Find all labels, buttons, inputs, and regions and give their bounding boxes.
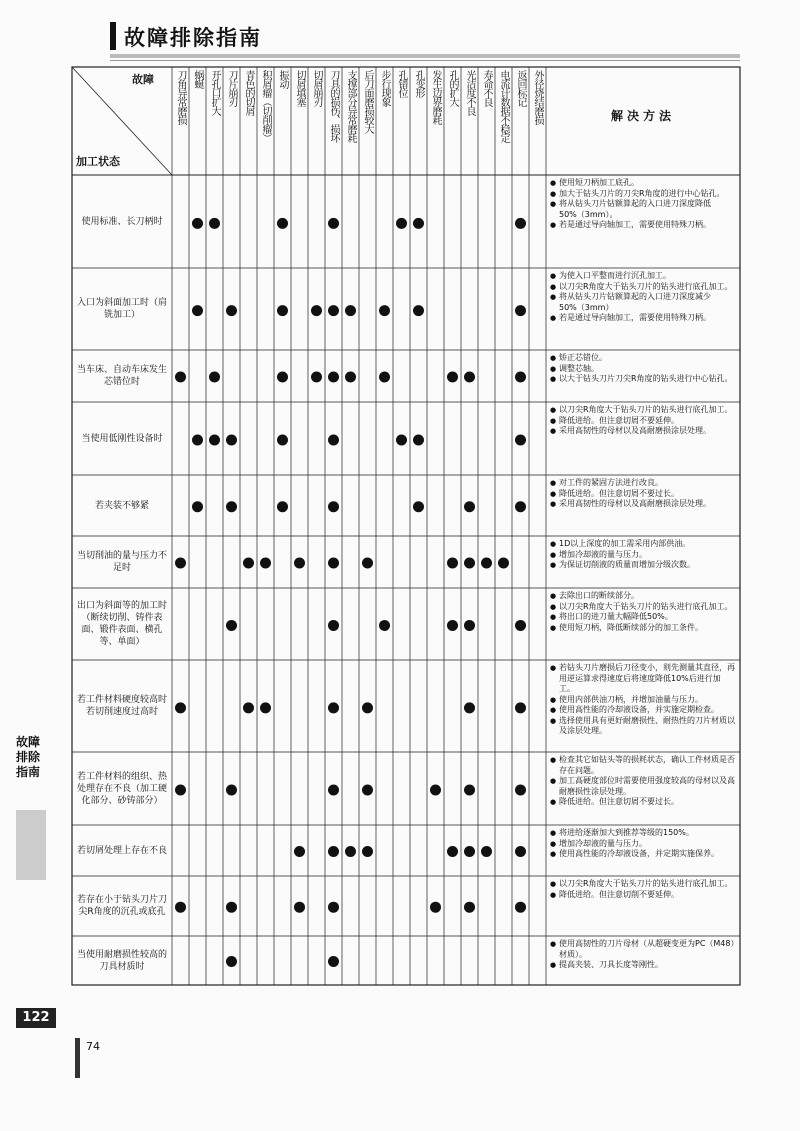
mark-dot	[328, 372, 339, 383]
row-solutions	[550, 663, 736, 751]
header-solution-label: 解决方法	[610, 109, 675, 123]
fault-column-header: 切屑填塞	[294, 70, 305, 106]
mark-dot	[447, 372, 458, 383]
fault-column-header: 寿命不良	[481, 70, 492, 106]
fault-column-header: 青色的切屑	[243, 70, 254, 115]
page-footer-number: 74	[86, 1040, 100, 1053]
mark-dot	[311, 372, 322, 383]
fault-column-header: 返回标记	[515, 70, 526, 106]
mark-dot	[226, 434, 237, 445]
row-state-label: 若工件材料的组织、热处理存在不良（加工硬化部分、砂铸部分）	[76, 771, 167, 806]
mark-dot	[362, 846, 373, 857]
mark-dot	[277, 501, 288, 512]
mark-dot	[175, 902, 186, 913]
solution-item: ● 使用高韧性的刀片母材（从超硬变更为PC（M48）材质）。	[550, 939, 736, 960]
solution-item: ● 采用高韧性的母材以及高耐磨损涂层处理。	[550, 499, 736, 510]
row-state-label: 若工件材料硬度较高时若切削速度过高时	[76, 695, 167, 717]
mark-dot	[396, 434, 407, 445]
fault-column-header: 刀角异常磨损	[175, 70, 186, 124]
solution-item: ● 选择使用具有更好耐磨损性、耐热性的刀片材质以及涂层处理。	[550, 716, 736, 737]
mark-dot	[379, 620, 390, 631]
solution-item: ● 降低进给。但注意切屑不要过长。	[550, 797, 736, 808]
mark-dot	[175, 558, 186, 569]
solution-item: ● 调整芯轴。	[550, 364, 736, 375]
header-fault-label: 故障	[132, 73, 154, 86]
mark-dot	[464, 558, 475, 569]
mark-dot	[328, 305, 339, 316]
mark-dot	[328, 218, 339, 229]
mark-dot	[515, 434, 526, 445]
mark-dot	[226, 956, 237, 967]
solution-item: ● 检查其它如钻头等的损耗状态，确认工件材质是否存在问题。	[550, 755, 736, 776]
mark-dot	[175, 784, 186, 795]
row-solutions	[550, 939, 736, 984]
solution-item: ● 增加冷却液的量与压力。	[550, 839, 736, 850]
mark-dot	[328, 784, 339, 795]
solution-item: ● 矫正芯错位。	[550, 353, 736, 364]
mark-dot	[345, 305, 356, 316]
row-state-label: 当使用耐磨损性较高的刀具材质时	[76, 949, 167, 972]
mark-dot	[464, 846, 475, 857]
mark-dot	[277, 305, 288, 316]
mark-dot	[192, 434, 203, 445]
solution-item: ● 加工高硬度部位时需要使用强度较高的母材以及高耐磨损性涂层处理。	[550, 776, 736, 797]
solution-item: ● 降低进给。但注意切屑不要过长。	[550, 489, 736, 500]
mark-dot	[515, 305, 526, 316]
page-title: 故障排除指南	[124, 26, 262, 50]
footer-bar	[75, 1038, 80, 1078]
mark-dot	[277, 218, 288, 229]
mark-dot	[379, 305, 390, 316]
mark-dot	[277, 434, 288, 445]
mark-dot	[464, 501, 475, 512]
row-state-label: 若切屑处理上存在不良	[76, 845, 167, 856]
solution-item: ● 对工件的紧固方法进行改良。	[550, 478, 736, 489]
solution-item: ● 提高夹装、刀具长度等刚性。	[550, 960, 736, 971]
page-number-box: 122	[16, 1008, 56, 1028]
fault-column-header: 步行现象	[379, 70, 390, 106]
solution-item: ● 以大于钻头刀片刀尖R角度的钻头进行中心钻孔。	[550, 374, 736, 385]
mark-dot	[362, 784, 373, 795]
side-tab	[16, 715, 64, 890]
mark-dot	[226, 784, 237, 795]
solution-item: ● 使用高性能的冷却液设备，并定期实施保养。	[550, 849, 736, 860]
row-state-label: 使用标准、长刀柄时	[81, 216, 163, 227]
solution-item: ● 以刀尖R角度大于钻头刀片的钻头进行底孔加工。	[550, 405, 736, 416]
fault-column-header: 积屑瘤（切削瘤）	[260, 70, 271, 142]
mark-dot	[243, 702, 254, 713]
solution-item: ● 使用短刀柄，降低断续部分的加工条件。	[550, 623, 736, 634]
mark-dot	[464, 902, 475, 913]
mark-dot	[464, 702, 475, 713]
mark-dot	[226, 501, 237, 512]
solution-item: ● 以刀尖R角度大于钻头刀片的钻头进行底孔加工。	[550, 602, 736, 613]
fault-column-header: 孔错位	[396, 70, 407, 97]
mark-dot	[515, 902, 526, 913]
fault-column-header: 光洁度不良	[464, 70, 475, 115]
mark-dot	[396, 218, 407, 229]
mark-dot	[226, 305, 237, 316]
row-solutions	[550, 271, 736, 349]
mark-dot	[294, 846, 305, 857]
mark-dot	[260, 702, 271, 713]
fault-column-header: 蜗蜒	[192, 70, 203, 88]
header-state-label: 加工状态	[76, 155, 120, 168]
row-solutions	[550, 828, 736, 875]
solution-item: ● 将从钻头刀片钻额算起的入口进刀深度减少50%（3mm）	[550, 292, 736, 313]
solution-item: ● 使用高性能的冷却液设备，并实施定期检查。	[550, 705, 736, 716]
mark-dot	[515, 218, 526, 229]
mark-dot	[464, 372, 475, 383]
row-solutions	[550, 591, 736, 659]
mark-dot	[328, 501, 339, 512]
mark-dot	[260, 558, 271, 569]
row-solutions	[550, 405, 736, 474]
solution-item: ● 去除出口的断续部分。	[550, 591, 736, 602]
mark-dot	[413, 434, 424, 445]
fault-column-header: 支撑部分异常磨耗	[345, 70, 356, 142]
mark-dot	[311, 305, 322, 316]
mark-dot	[464, 784, 475, 795]
solution-item: ● 为使入口平整而进行沉孔加工。	[550, 271, 736, 282]
mark-dot	[175, 702, 186, 713]
solution-item: ● 为保证切削液的质量而增加分级次数。	[550, 560, 736, 571]
row-solutions	[550, 879, 736, 935]
mark-dot	[413, 305, 424, 316]
fault-column-header: 发生边界磨耗	[430, 70, 441, 124]
mark-dot	[345, 846, 356, 857]
mark-dot	[413, 218, 424, 229]
mark-dot	[515, 702, 526, 713]
row-state-label: 若存在小于钻头刀片刀尖R角度的沉孔或底孔	[76, 895, 167, 917]
fault-column-header: 孔的扩大	[447, 70, 458, 106]
mark-dot	[243, 558, 254, 569]
fault-column-header: 电流计数据不稳定	[498, 70, 509, 142]
solution-item: ● 使用内部供油刀柄，并增加油量与压力。	[550, 695, 736, 706]
row-state-label: 当切削油的量与压力不足时	[76, 551, 167, 573]
solution-item: ● 若钻头刀片磨损后刀径变小，则先测量其直径，再用逆运算求得速度后将速度降低10%后进行加工。	[550, 663, 736, 695]
mark-dot	[430, 902, 441, 913]
mark-dot	[328, 620, 339, 631]
solution-item: ● 使用短刀柄加工底孔。	[550, 178, 736, 189]
row-state-label: 入口为斜面加工时（肩铣加工）	[76, 298, 167, 320]
mark-dot	[328, 956, 339, 967]
solution-item: ● 若是通过导向轴加工，需要使用特殊刀柄。	[550, 220, 736, 231]
mark-dot	[379, 372, 390, 383]
mark-dot	[328, 702, 339, 713]
mark-dot	[209, 218, 220, 229]
solution-item: ● 加大于钻头刀片的刀尖R角度的进行中心钻孔。	[550, 189, 736, 200]
mark-dot	[515, 846, 526, 857]
mark-dot	[430, 784, 441, 795]
fault-column-header: 后刀面磨损较大	[362, 70, 373, 133]
fault-column-header: 切屑崩刃	[311, 70, 322, 106]
solution-item: ● 以刀尖R角度大于钻头刀片的钻头进行底孔加工。	[550, 879, 736, 890]
mark-dot	[515, 784, 526, 795]
mark-dot	[515, 501, 526, 512]
solution-item: ● 1D以上深度的加工需采用内部供油。	[550, 539, 736, 550]
solution-item: ● 以刀尖R角度大于钻头刀片的钻头进行底孔加工。	[550, 282, 736, 293]
mark-dot	[277, 372, 288, 383]
side-tab-shade	[16, 810, 46, 880]
side-tab-label: 故障排除指南	[16, 735, 41, 779]
mark-dot	[328, 558, 339, 569]
row-solutions	[550, 755, 736, 824]
mark-dot	[447, 846, 458, 857]
mark-dot	[209, 372, 220, 383]
mark-dot	[226, 620, 237, 631]
mark-dot	[481, 558, 492, 569]
fault-column-header: 刀具的损伤、损坏	[328, 70, 339, 142]
row-solutions	[550, 178, 736, 267]
mark-dot	[362, 702, 373, 713]
mark-dot	[294, 902, 305, 913]
row-state-label: 出口为斜面等的加工时（断续切削、铸件表面、锻件表面、横孔等、单面）	[76, 601, 167, 647]
solution-item: ● 降低进给。但注意切削不要延伸。	[550, 890, 736, 901]
mark-dot	[294, 558, 305, 569]
fault-column-header: 外径烧结磨损	[532, 70, 543, 124]
mark-dot	[175, 372, 186, 383]
row-state-label: 当使用低刚性设备时	[81, 433, 163, 444]
fault-column-header: 孔变形	[413, 70, 424, 97]
solution-item: ● 降低进给。但注意切屑不要延伸。	[550, 416, 736, 427]
mark-dot	[447, 558, 458, 569]
mark-dot	[464, 620, 475, 631]
mark-dot	[192, 305, 203, 316]
row-state-label: 当车床、自动车床发生芯错位时	[76, 365, 167, 387]
mark-dot	[515, 620, 526, 631]
solution-item: ● 将出口的进刀量大幅降低50%。	[550, 612, 736, 623]
mark-dot	[226, 902, 237, 913]
mark-dot	[209, 434, 220, 445]
solution-item: ● 将进给逐渐加大到推荐等级的150%。	[550, 828, 736, 839]
mark-dot	[328, 902, 339, 913]
mark-dot	[362, 558, 373, 569]
solution-item: ● 若是通过导向轴加工，需要使用特殊刀柄。	[550, 313, 736, 324]
row-state-label: 若夹装不够紧	[94, 500, 149, 511]
mark-dot	[328, 434, 339, 445]
solution-item: ● 增加冷却液的量与压力。	[550, 550, 736, 561]
mark-dot	[447, 620, 458, 631]
fault-column-header: 开孔口扩大	[209, 70, 220, 115]
mark-dot	[413, 501, 424, 512]
mark-dot	[515, 372, 526, 383]
row-solutions	[550, 478, 736, 535]
fault-column-header: 振动	[277, 70, 288, 88]
mark-dot	[328, 846, 339, 857]
mark-dot	[345, 372, 356, 383]
solution-item: ● 将从钻头刀片钻额算起的入口进刀深度降低50%（3mm）。	[550, 199, 736, 220]
mark-dot	[192, 501, 203, 512]
mark-dot	[192, 218, 203, 229]
mark-dot	[481, 846, 492, 857]
row-solutions	[550, 539, 736, 587]
solution-item: ● 采用高韧性的母材以及高耐磨损涂层处理。	[550, 426, 736, 437]
row-solutions	[550, 353, 736, 401]
mark-dot	[498, 558, 509, 569]
fault-column-header: 刀片崩刃	[226, 70, 237, 106]
